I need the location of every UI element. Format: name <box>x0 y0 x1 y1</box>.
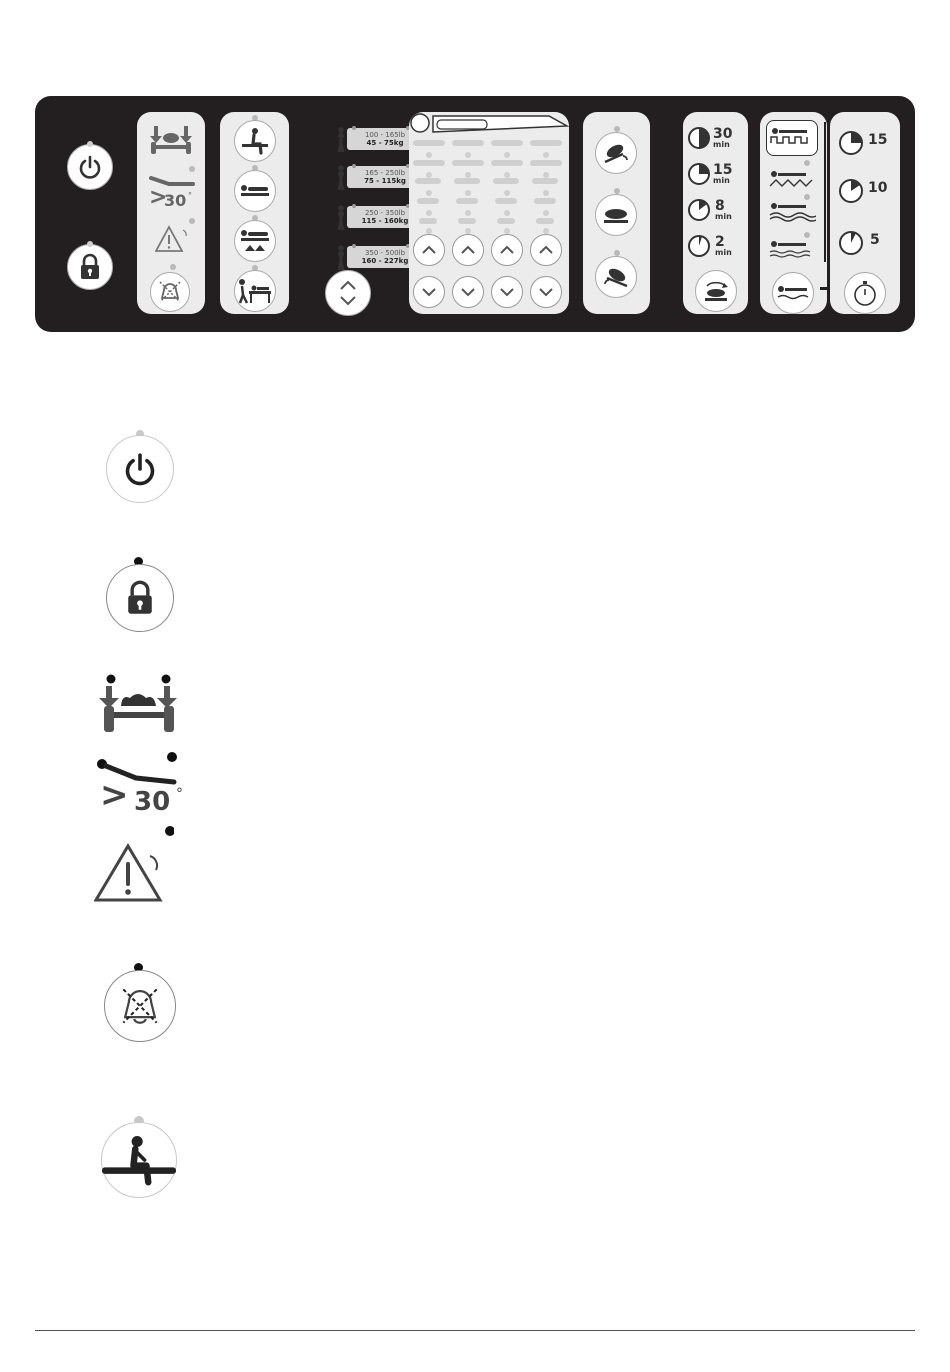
legend-degree-symbol: ° <box>176 786 183 802</box>
power-icon <box>122 451 158 487</box>
duration-timer-button[interactable] <box>844 272 886 314</box>
weight-lb-4: 350 - 500lb <box>364 249 406 257</box>
legend-bed-exit-pressure-icon <box>96 670 184 736</box>
zone-1-down-button[interactable] <box>413 276 445 308</box>
zone-4-up-button[interactable] <box>530 234 562 266</box>
warning-icon[interactable] <box>155 224 191 256</box>
legend-warning-icon <box>94 822 174 904</box>
chevron-down-icon <box>421 287 437 297</box>
weight-kg-1: 45 - 75kg <box>366 139 404 147</box>
timer-unit: min <box>715 248 732 257</box>
weight-kg-4: 160 - 227kg <box>361 257 409 265</box>
chevron-down-icon <box>538 287 554 297</box>
max-inflate-button[interactable] <box>234 220 276 262</box>
padlock-icon <box>123 579 157 617</box>
duration-15[interactable]: 15 <box>868 132 888 148</box>
timer-value: 2 <box>715 234 725 250</box>
static-mattress-icon <box>767 121 815 151</box>
rotation-card <box>583 112 650 314</box>
weight-lb-3: 250 - 350lb <box>364 209 406 217</box>
power-led <box>87 141 93 147</box>
timer-value: 8 <box>715 198 725 214</box>
comfort-zones-card <box>409 112 569 314</box>
zone-3-down-button[interactable] <box>491 276 523 308</box>
weight-kg-2: 75 - 115kg <box>364 177 406 185</box>
max-inflate-icon <box>239 227 271 255</box>
position-card <box>220 112 289 314</box>
gentle-wave-icon[interactable] <box>768 200 816 222</box>
seat-mode-button[interactable] <box>234 120 276 162</box>
timer-card <box>683 112 748 314</box>
low-air-loss-icon[interactable] <box>768 238 816 260</box>
stopwatch-icon <box>852 279 878 307</box>
power-button[interactable] <box>67 144 113 190</box>
zone-3-up-button[interactable] <box>491 234 523 266</box>
timer-unit: min <box>713 140 730 149</box>
padlock-icon <box>77 253 103 281</box>
clock-8-icon <box>687 198 711 222</box>
bed-exit-pressure-icon[interactable] <box>147 122 195 156</box>
weight-select-button[interactable] <box>325 270 371 316</box>
chevron-up-icon <box>460 245 476 255</box>
zone-4-down-button[interactable] <box>530 276 562 308</box>
duration-5[interactable]: 5 <box>870 232 880 248</box>
legend-head-angle-symbol: > <box>100 775 129 814</box>
auto-turn-button[interactable] <box>695 270 737 312</box>
body-zones-icon <box>409 112 569 136</box>
alarm-card <box>137 112 205 314</box>
timer-15[interactable] <box>713 164 732 185</box>
degree-symbol: ° <box>188 191 192 200</box>
legend-alarm-mute-icon <box>104 970 176 1042</box>
transport-icon <box>237 277 273 305</box>
clock-15-duration-icon <box>838 130 864 156</box>
alarm-mute-button[interactable] <box>150 272 190 312</box>
legend-power-icon <box>106 435 174 503</box>
clock-5-duration-icon <box>838 230 864 256</box>
center-position-icon <box>601 203 631 227</box>
weight-kg-3: 115 - 160kg <box>361 217 409 225</box>
zone-1-up-button[interactable] <box>413 234 445 266</box>
bell-muted-icon <box>114 980 166 1032</box>
timer-unit: min <box>715 212 732 221</box>
legend-seat-mode-icon <box>101 1122 177 1198</box>
rotate-right-button[interactable] <box>595 256 637 298</box>
weight-lb-1: 100 - 165lb <box>364 131 406 139</box>
head-angle-icon[interactable] <box>147 170 202 210</box>
timer-2[interactable] <box>715 236 732 257</box>
chevron-down-icon <box>499 287 515 297</box>
timer-30[interactable] <box>713 128 732 149</box>
clock-2-icon <box>687 234 711 258</box>
chevron-up-icon <box>421 245 437 255</box>
therapy-mode-card <box>760 112 827 314</box>
chevron-down-icon <box>460 287 476 297</box>
timer-unit: min <box>713 176 730 185</box>
rotate-left-button[interactable] <box>595 132 637 174</box>
legend-lock-icon <box>106 564 174 632</box>
bell-muted-icon <box>156 278 184 306</box>
float-mode-button[interactable] <box>772 272 814 314</box>
rotate-center-button[interactable] <box>595 194 637 236</box>
up-down-chevron-icon <box>337 278 359 308</box>
duration-10[interactable]: 10 <box>868 180 888 196</box>
timer-8[interactable] <box>715 200 732 221</box>
therapy-static-button[interactable] <box>766 120 818 156</box>
alarm-mute-led <box>170 264 176 270</box>
control-panel <box>35 96 915 332</box>
sitting-person-icon <box>102 1130 176 1190</box>
auto-turn-icon <box>701 278 731 304</box>
lie-flat-button[interactable] <box>234 170 276 212</box>
head-angle-label: 30 <box>164 191 187 210</box>
lock-led <box>87 241 93 247</box>
footer-rule <box>35 1330 915 1331</box>
rotate-left-icon <box>601 138 631 168</box>
chevron-up-icon <box>538 245 554 255</box>
duration-card <box>830 112 900 314</box>
float-mode-icon <box>776 283 810 303</box>
legend-head-angle-icon <box>94 748 194 814</box>
legend-head-angle-label: 30 <box>134 787 171 814</box>
head-angle-symbol: > <box>149 185 168 210</box>
zone-2-up-button[interactable] <box>452 234 484 266</box>
transport-mode-button[interactable] <box>234 270 276 312</box>
wave-1-led <box>804 160 810 166</box>
therapy-divider <box>824 122 826 262</box>
rotate-right-icon <box>601 262 631 292</box>
chevron-up-icon <box>499 245 515 255</box>
alternating-wave-icon[interactable] <box>768 168 816 192</box>
timer-value: 30 <box>713 126 733 142</box>
timer-value: 15 <box>713 162 733 178</box>
clock-15-icon <box>687 162 711 186</box>
clock-30-icon <box>687 126 711 150</box>
power-icon <box>77 154 103 180</box>
sitting-person-icon <box>240 126 270 156</box>
lock-button[interactable] <box>67 244 113 290</box>
lying-person-icon <box>239 181 271 201</box>
weight-lb-2: 165 - 250lb <box>364 169 406 177</box>
clock-10-duration-icon <box>838 178 864 204</box>
zone-2-down-button[interactable] <box>452 276 484 308</box>
